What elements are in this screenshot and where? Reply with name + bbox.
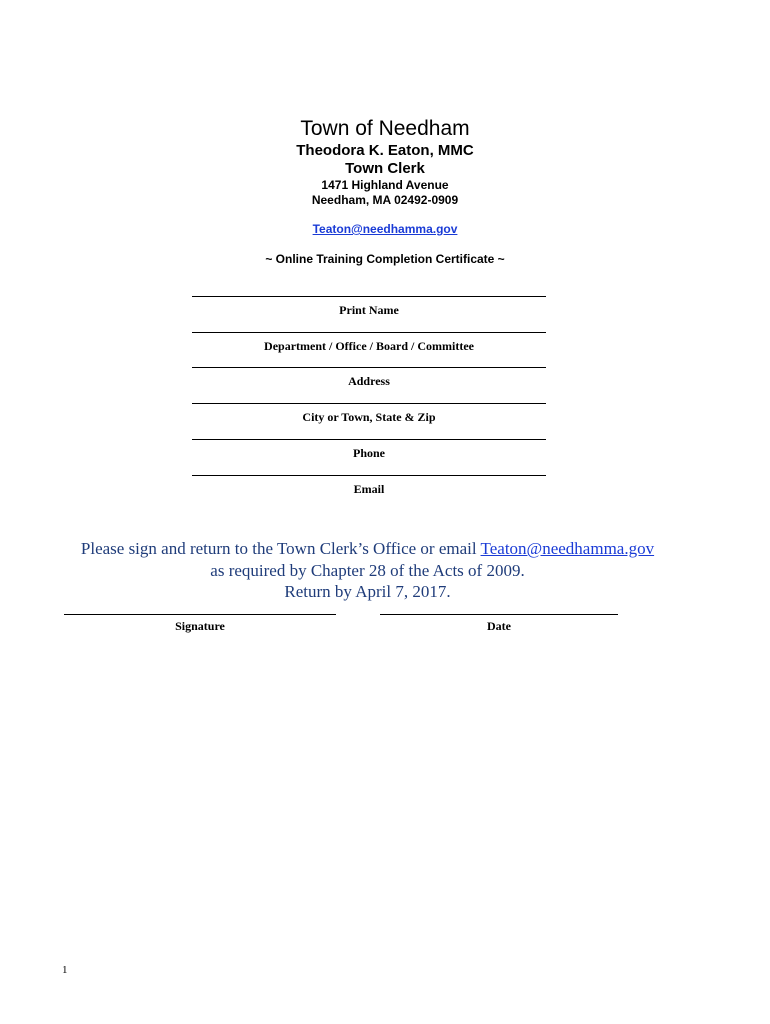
clerk-email-link[interactable]: Teaton@needhamma.gov bbox=[312, 222, 458, 236]
notice-email-link[interactable]: Teaton@needhamma.gov bbox=[480, 539, 655, 558]
address-label: Address bbox=[348, 374, 390, 388]
signature-field[interactable] bbox=[64, 614, 336, 634]
email-field[interactable] bbox=[192, 475, 546, 497]
address-line[interactable] bbox=[192, 367, 546, 368]
address-city: Needham, MA 02492-0909 bbox=[311, 193, 459, 207]
clerk-name: Theodora K. Eaton, MMC bbox=[296, 142, 474, 159]
city-state-zip-field[interactable] bbox=[192, 403, 546, 425]
date-field[interactable] bbox=[380, 614, 618, 634]
city-state-zip-label: City or Town, State & Zip bbox=[302, 410, 436, 424]
date-label: Date bbox=[487, 619, 511, 633]
print-name-label: Print Name bbox=[339, 303, 399, 317]
city-state-zip-line[interactable] bbox=[192, 403, 546, 404]
phone-label: Phone bbox=[352, 446, 385, 460]
signature-label: Signature bbox=[175, 619, 225, 633]
clerk-email-row bbox=[0, 222, 770, 237]
department-label: Department / Office / Board / Committee bbox=[264, 339, 474, 353]
address-street: 1471 Highland Avenue bbox=[321, 178, 449, 192]
phone-line[interactable] bbox=[192, 439, 546, 440]
clerk-title: Town Clerk bbox=[345, 160, 425, 177]
notice-line-2: as required by Chapter 28 of the Acts of 2009. bbox=[210, 561, 525, 580]
email-line[interactable] bbox=[192, 475, 546, 476]
address-field[interactable] bbox=[192, 367, 546, 389]
certificate-title: ~ Online Training Completion Certificate ~ bbox=[265, 252, 505, 266]
email-label: Email bbox=[353, 482, 385, 496]
department-field[interactable] bbox=[192, 332, 546, 354]
date-line[interactable] bbox=[380, 614, 618, 615]
notice-line-1-text: Please sign and return to the Town Clerk’s Office or email bbox=[80, 539, 481, 558]
department-line[interactable] bbox=[192, 332, 546, 333]
print-name-field[interactable] bbox=[192, 296, 546, 318]
print-name-line[interactable] bbox=[192, 296, 546, 297]
page-number: 1 bbox=[62, 964, 68, 976]
phone-field[interactable] bbox=[192, 439, 546, 461]
signature-line[interactable] bbox=[64, 614, 336, 615]
notice-line-3: Return by April 7, 2017. bbox=[284, 582, 451, 601]
notice-line-1 bbox=[0, 538, 735, 559]
town-title: Town of Needham bbox=[300, 117, 470, 140]
